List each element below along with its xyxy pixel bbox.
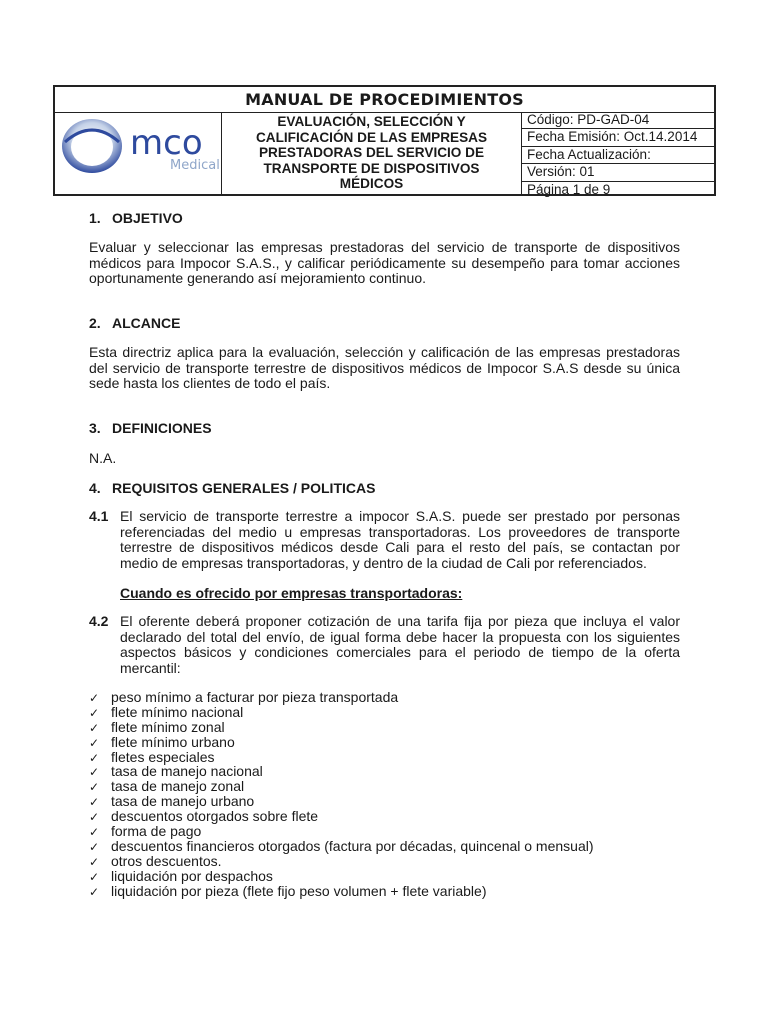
logo-tagline-text: Medical bbox=[170, 158, 220, 173]
list-item: ✓ flete mínimo nacional bbox=[89, 703, 244, 720]
list-item: ✓ tasa de manejo urbano bbox=[89, 793, 255, 810]
company-logo bbox=[55, 112, 222, 194]
checkmark-icon: ✓ bbox=[89, 765, 100, 780]
checkmark-icon: ✓ bbox=[89, 869, 100, 884]
document-meta bbox=[522, 112, 714, 197]
list-item: ✓ flete mínimo urbano bbox=[89, 733, 235, 750]
list-item: ✓ forma de pago bbox=[89, 823, 202, 840]
checkmark-icon: ✓ bbox=[89, 810, 100, 825]
checkmark-icon: ✓ bbox=[89, 691, 100, 705]
section-3-heading bbox=[89, 420, 212, 436]
checkmark-icon: ✓ bbox=[89, 825, 100, 840]
section-1-title: OBJETIVO bbox=[112, 210, 183, 226]
section-3-title: DEFINICIONES bbox=[112, 420, 212, 436]
section-4-number: 4. bbox=[89, 480, 101, 496]
meta-version: Versión: 01 bbox=[522, 164, 714, 181]
paragraph-4-1-text: El servicio de transporte terrestre a impocor S.A.S. puede ser prestado por personas referenciadas del medio u empresas transportadoras. Los proveedores de transporte terrestre de dispositivos médicos desde Cali para el resto del país, se contactan por medio de empresas transportadoras, y dentro de la ciudad de Cali por referenciados. bbox=[120, 508, 680, 571]
paragraph-4-2-text: El oferente deberá proponer cotización de una tarifa fija por pieza que incluya el valor declarado del total del envío, de igual forma debe hacer la propuesta con los siguientes aspectos básicos y condiciones comerciales para el periodo de tiempo de la oferta mercantil: bbox=[120, 613, 680, 676]
list-item: ✓ liquidación por pieza (flete fijo peso volumen + flete variable) bbox=[89, 882, 487, 899]
list-item: ✓ tasa de manejo zonal bbox=[89, 778, 245, 795]
checkmark-icon: ✓ bbox=[89, 720, 100, 735]
meta-page: Página 1 de 9 bbox=[527, 181, 611, 197]
section-1-number: 1. bbox=[89, 210, 101, 226]
requirements-checklist bbox=[89, 690, 594, 898]
section-2-title: ALCANCE bbox=[112, 315, 181, 331]
section-4-heading bbox=[89, 480, 375, 496]
procedure-subject-text: EVALUACIÓN, SELECCIÓN Y CALIFICACIÓN DE LAS EMPRESAS PRESTADORAS DEL SERVICIO DE TRANSPORTE DE DISPOSITIVOS MÉDICOS bbox=[255, 114, 488, 192]
checkmark-icon: ✓ bbox=[89, 839, 100, 854]
list-item: ✓ otros descuentos. bbox=[89, 852, 222, 869]
section-2-text: Esta directriz aplica para la evaluación, selección y calificación de las empresas prestadoras del servicio de transporte terrestre de dispositivos médicos de Impocor S.A.S desde su única sede hasta los clientes de todo el país. bbox=[89, 344, 680, 392]
manual-title: MANUAL DE PROCEDIMIENTOS bbox=[55, 87, 714, 113]
meta-issue-date: Fecha Emisión: Oct.14.2014 bbox=[522, 129, 714, 146]
section-3-number: 3. bbox=[89, 420, 101, 436]
section-2-heading bbox=[89, 315, 180, 331]
section-2-number: 2. bbox=[89, 315, 101, 331]
section-4-title: REQUISITOS GENERALES / POLITICAS bbox=[112, 480, 376, 496]
list-item: ✓ peso mínimo a facturar por pieza transportada bbox=[89, 689, 399, 705]
paragraph-4-2-label: 4.2 bbox=[89, 613, 109, 629]
paragraph-4-2 bbox=[89, 614, 680, 676]
meta-update-date: Fecha Actualización: bbox=[522, 147, 714, 164]
list-item: ✓ liquidación por despachos bbox=[89, 867, 273, 884]
document-header-table bbox=[53, 85, 716, 196]
list-item: ✓ descuentos financieros otorgados (factura por décadas, quincenal o mensual) bbox=[89, 837, 594, 854]
logo-brand-text: mco bbox=[130, 123, 203, 163]
subheading-transport-companies: Cuando es ofrecido por empresas transportadoras: bbox=[120, 585, 463, 601]
checkmark-icon: ✓ bbox=[89, 795, 100, 810]
list-item: ✓ fletes especiales bbox=[89, 748, 215, 765]
meta-code: Código: PD-GAD-04 bbox=[522, 112, 714, 129]
checkmark-icon: ✓ bbox=[89, 735, 100, 750]
checkmark-icon: ✓ bbox=[89, 884, 100, 899]
checkmark-icon: ✓ bbox=[89, 780, 100, 795]
paragraph-4-1-label: 4.1 bbox=[89, 508, 109, 524]
list-item: ✓ flete mínimo zonal bbox=[89, 718, 225, 735]
section-3-text: N.A. bbox=[89, 450, 117, 466]
list-item: ✓ tasa de manejo nacional bbox=[89, 763, 263, 780]
section-1-heading bbox=[89, 210, 183, 226]
checkmark-icon: ✓ bbox=[89, 705, 100, 720]
checkmark-icon: ✓ bbox=[89, 854, 100, 869]
list-item: ✓ descuentos otorgados sobre flete bbox=[89, 808, 319, 825]
paragraph-4-1 bbox=[89, 509, 680, 571]
section-1-text: Evaluar y seleccionar las empresas prestadoras del servicio de transporte de dispositivos médicos para Impocor S.A.S., y calificar periódicamente su desempeño para tomar acciones oportunamente generando así mejoramiento continuo. bbox=[89, 239, 680, 287]
checkmark-icon: ✓ bbox=[89, 750, 100, 765]
procedure-subject bbox=[222, 112, 522, 194]
mco-logo-icon bbox=[55, 112, 221, 194]
